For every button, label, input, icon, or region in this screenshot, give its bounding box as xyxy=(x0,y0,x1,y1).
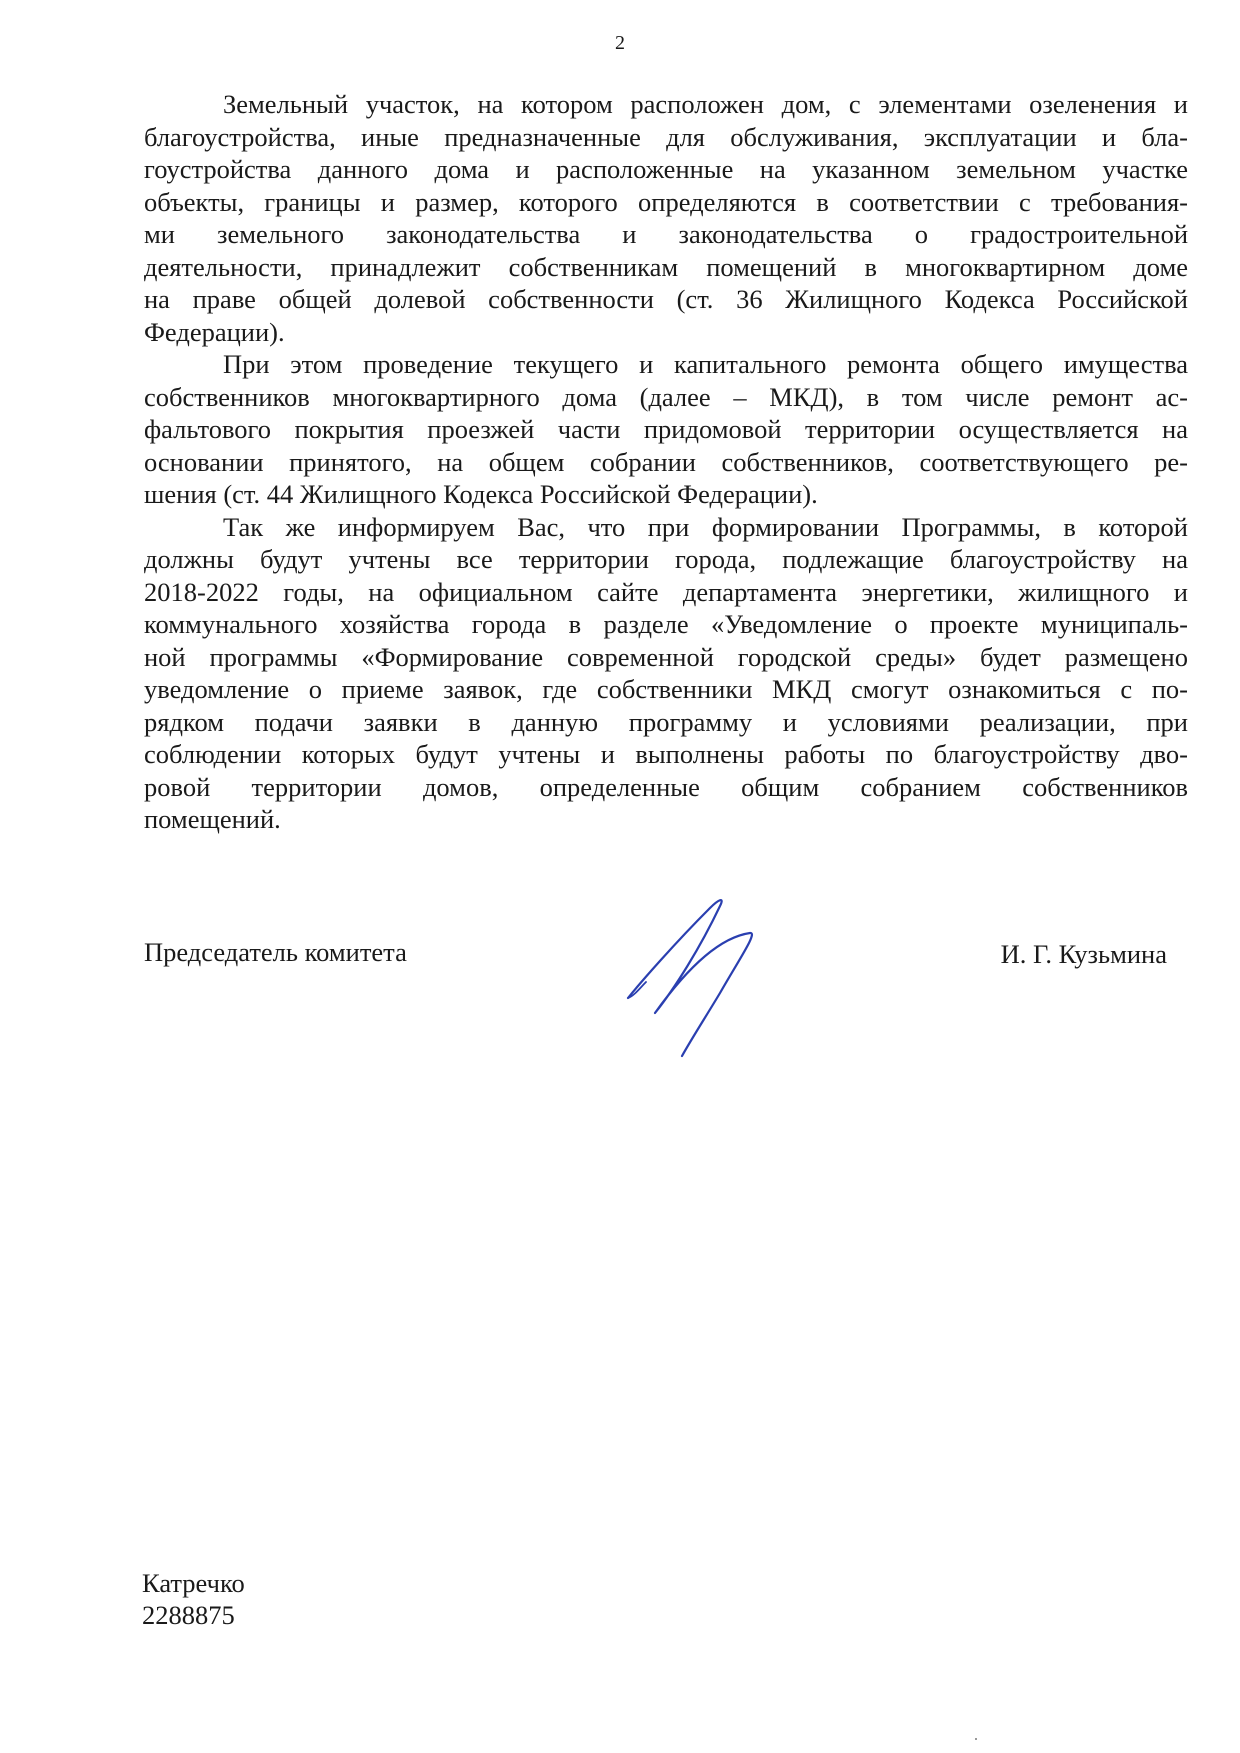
paragraph-line: должны будут учтены все территории города, подлежащие благоустройству на xyxy=(144,544,1188,574)
page-number: 2 xyxy=(615,32,625,54)
paragraph-line: Федерации). xyxy=(144,316,285,347)
paragraph-line: на праве общей долевой собственности (ст. 36 Жилищного Кодекса Российской xyxy=(144,284,1188,314)
paragraph-line: коммунального хозяйства города в разделе «Уведомление о проекте муниципаль- xyxy=(144,609,1188,639)
paragraph xyxy=(144,88,1188,348)
paragraph-line: благоустройства, иные предназначенные для обслуживания, эксплуатации и бла- xyxy=(144,121,1188,152)
paragraph-line: При этом проведение текущего и капитального ремонта общего имущества xyxy=(223,349,1188,379)
paragraph-line: ми земельного законодательства и законодательства о градостроительной xyxy=(144,219,1188,249)
paragraph-line: шения (ст. 44 Жилищного Кодекса Российской Федерации). xyxy=(144,479,818,509)
paragraph-line: объекты, границы и размер, которого определяются в соответствии с требования- xyxy=(144,186,1188,217)
paragraph-line: Так же информируем Вас, что при формировании Программы, в которой xyxy=(223,511,1188,542)
paragraph-line: гоустройства данного дома и расположенные на указанном земельном участке xyxy=(144,154,1188,184)
paragraph-line: Земельный участок, на котором расположен дом, с элементами озеленения и xyxy=(223,89,1188,119)
paragraph-line: 2018-2022 годы, на официальном сайте департамента энергетики, жилищного и xyxy=(144,576,1188,607)
executor-phone: 2288875 xyxy=(142,1600,235,1630)
signer-position-title: Председатель комитета xyxy=(144,937,407,967)
signer-name: И. Г. Кузьмина xyxy=(1000,939,1167,969)
letter-body xyxy=(144,88,1188,836)
paragraph xyxy=(144,511,1188,836)
executor-block xyxy=(142,1567,245,1631)
executor-name: Катречко xyxy=(142,1568,245,1598)
scan-speck xyxy=(975,1738,977,1740)
paragraph-line: основании принятого, на общем собрании собственников, соответствующего ре- xyxy=(144,446,1188,477)
paragraph-line: помещений. xyxy=(144,804,281,834)
paragraph-line: деятельности, принадлежит собственникам помещений в многоквартирном доме xyxy=(144,251,1188,282)
paragraph-line: уведомление о приеме заявок, где собственники МКД смогут ознакомиться с по- xyxy=(144,674,1188,704)
handwritten-signature xyxy=(620,888,790,1068)
paragraph-line: ной программы «Формирование современной городской среды» будет размещено xyxy=(144,641,1188,672)
paragraph-line: рядком подачи заявки в данную программу и условиями реализации, при xyxy=(144,706,1188,737)
paragraph-line: ровой территории домов, определенные общим собранием собственников xyxy=(144,771,1188,802)
paragraph-line: фальтового покрытия проезжей части придомовой территории осуществляется на xyxy=(144,414,1188,444)
paragraph xyxy=(144,348,1188,511)
paragraph-line: соблюдении которых будут учтены и выполнены работы по благоустройству дво- xyxy=(144,739,1188,769)
paragraph-line: собственников многоквартирного дома (далее – МКД), в том числе ремонт ас- xyxy=(144,381,1188,412)
